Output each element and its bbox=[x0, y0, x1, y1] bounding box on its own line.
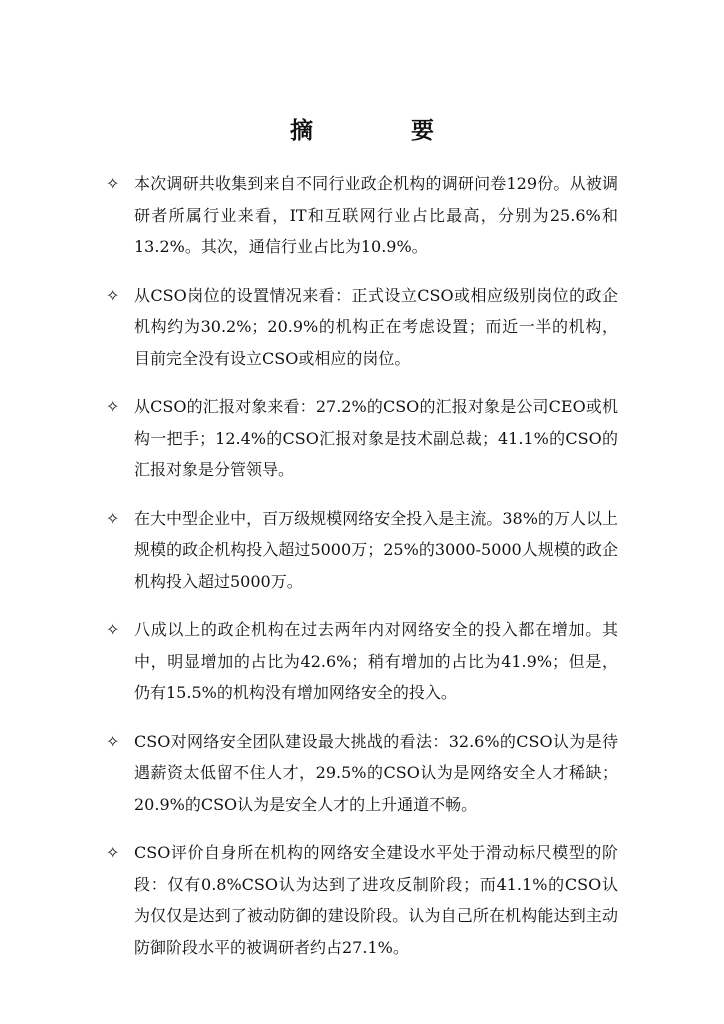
list-item-text: 从CSO的汇报对象来看：27.2%的CSO的汇报对象是公司CEO或机构一把手；12.4%的CSO汇报对象是技术副总裁；41.1%的CSO的汇报对象是分管领导。 bbox=[134, 397, 618, 479]
list-item-text: 八成以上的政企机构在过去两年内对网络安全的投入都在增加。其中，明显增加的占比为42.6%；稍有增加的占比为41.9%；但是，仍有15.5%的机构没有增加网络安全的投入。 bbox=[134, 620, 618, 702]
diamond-bullet-icon: ✧ bbox=[106, 843, 120, 862]
list-item bbox=[106, 837, 618, 963]
list-item bbox=[106, 614, 618, 709]
list-item bbox=[106, 503, 618, 598]
list-item-text: 在大中型企业中，百万级规模网络安全投入是主流。38%的万人以上规模的政企机构投入超过5000万；25%的3000-5000人规模的政企机构投入超过5000万。 bbox=[134, 508, 618, 591]
diamond-bullet-icon: ✧ bbox=[106, 508, 120, 528]
diamond-bullet-icon: ✧ bbox=[106, 731, 120, 751]
list-item bbox=[106, 280, 618, 375]
list-item-text: 从CSO岗位的设置情况来看：正式设立CSO或相应级别岗位的政企机构约为30.2%；20.9%的机构正在考虑设置；而近一半的机构，目前完全没有设立CSO或相应的岗位。 bbox=[134, 285, 618, 368]
summary-list bbox=[106, 168, 618, 980]
diamond-bullet-icon: ✧ bbox=[106, 174, 120, 193]
diamond-bullet-icon: ✧ bbox=[106, 620, 120, 639]
list-item bbox=[106, 726, 618, 821]
diamond-bullet-icon: ✧ bbox=[106, 285, 120, 305]
list-item-text: 本次调研共收集到来自不同行业政企机构的调研问卷129份。从被调研者所属行业来看，IT和互联网行业占比最高，分别为25.6%和13.2%。其次，通信行业占比为10.9%。 bbox=[134, 174, 618, 256]
list-item bbox=[106, 391, 618, 486]
list-item-text: CSO评价自身所在机构的网络安全建设水平处于滑动标尺模型的阶段：仅有0.8%CSO认为达到了进攻反制阶段；而41.1%的CSO认为仅仅是达到了被动防御的建设阶段。认为自己所在机构能达到主动防御阶段水平的被调研者约占27.1%。 bbox=[134, 843, 618, 957]
list-item bbox=[106, 168, 618, 263]
diamond-bullet-icon: ✧ bbox=[106, 397, 120, 416]
page-title: 摘 要 bbox=[289, 117, 479, 145]
list-item-text: CSO对网络安全团队建设最大挑战的看法：32.6%的CSO认为是待遇薪资太低留不住人才，29.5%的CSO认为是网络安全人才稀缺；20.9%的CSO认为是安全人才的上升通道不畅。 bbox=[134, 731, 618, 814]
